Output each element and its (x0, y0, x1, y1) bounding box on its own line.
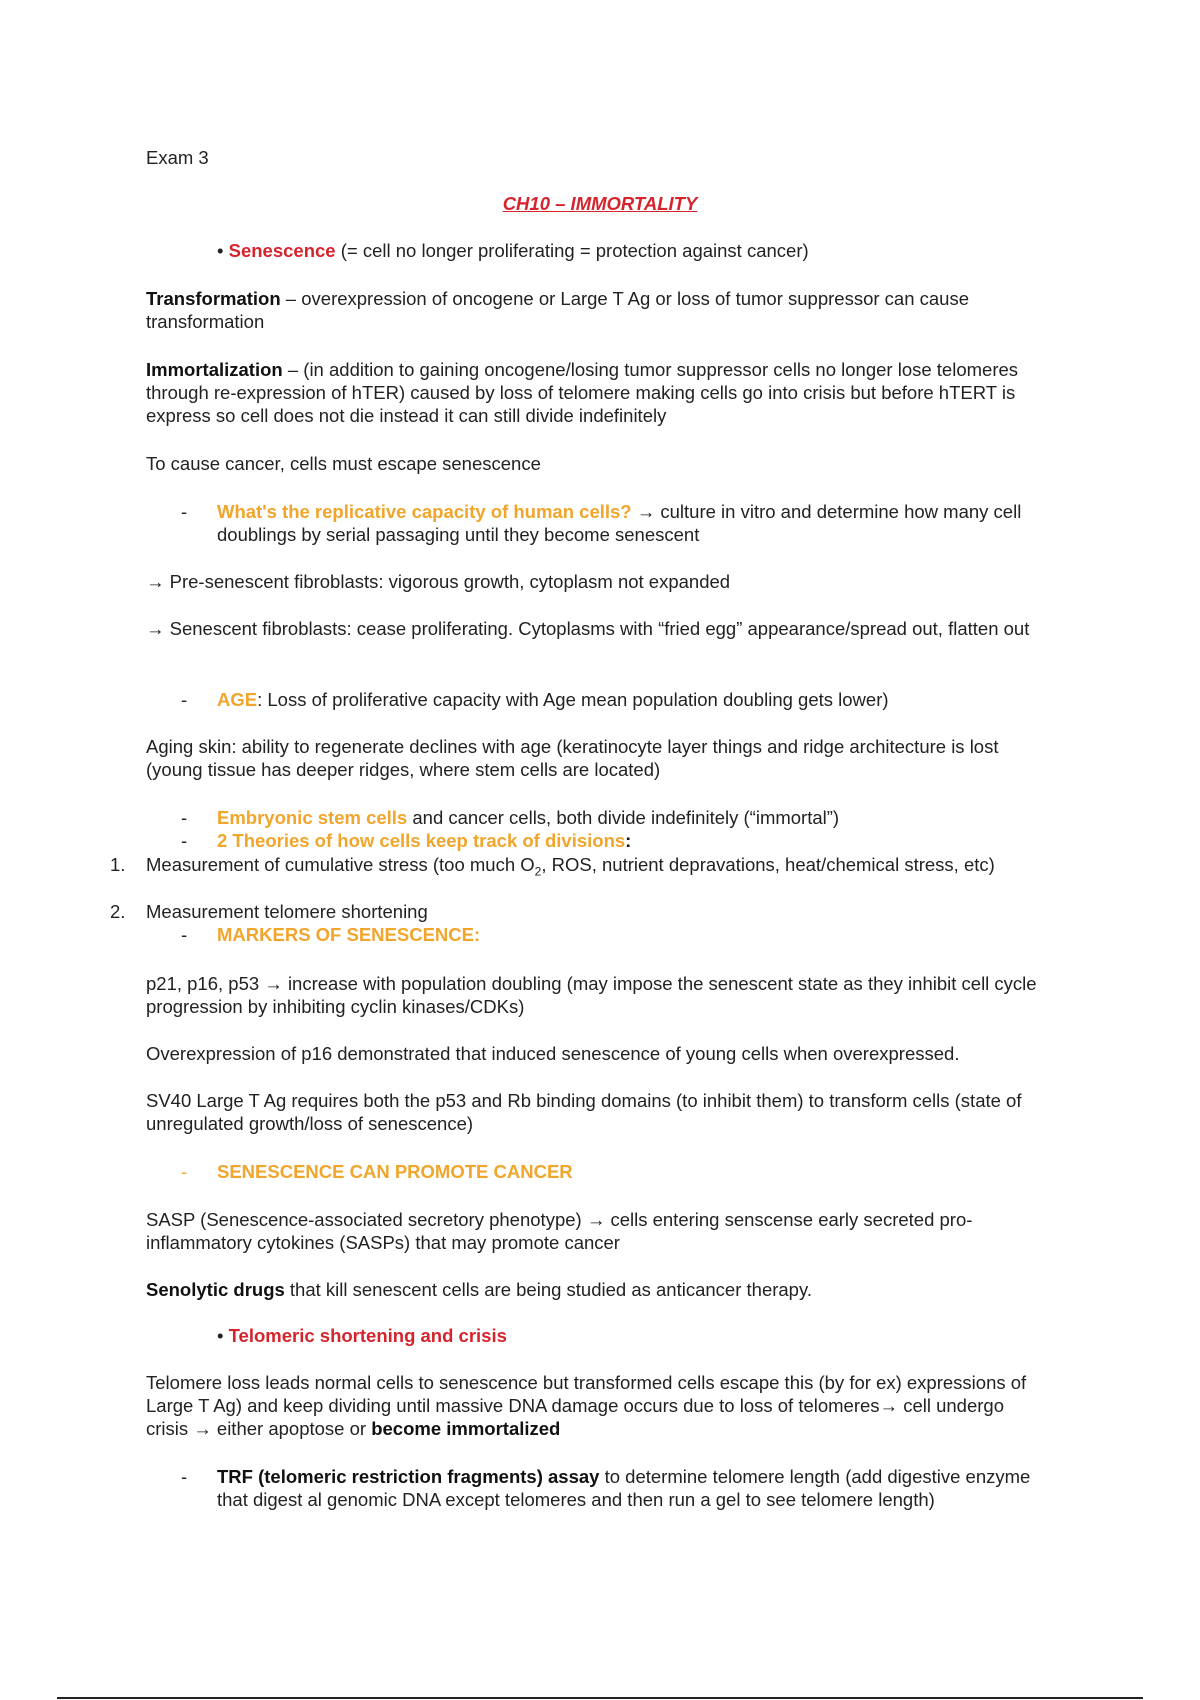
age-item (217, 688, 1047, 711)
page-bottom-rule (57, 1697, 1143, 1699)
age-description: : Loss of proliferative capacity with Age mean population doubling gets lower) (257, 689, 889, 710)
telomere-loss-bold: become immortalized (371, 1418, 561, 1439)
p16-overexpression-text: Overexpression of p16 demonstrated that induced senescence of young cells when overexpressed. (146, 1043, 960, 1064)
age-term: AGE (217, 689, 258, 710)
immortalization-paragraph (146, 358, 1046, 427)
dash-marker: - (181, 924, 188, 945)
dash-marker: - (181, 689, 188, 710)
theory-1-text-b: , ROS, nutrient depravations, heat/chemical stress, etc) (541, 854, 995, 875)
bullet-icon: • (217, 1325, 224, 1346)
markers-term: MARKERS OF SENESCENCE: (217, 924, 481, 945)
transformation-term: Transformation (146, 288, 281, 309)
exam-label: Exam 3 (146, 147, 209, 168)
dash-marker: - (181, 501, 188, 522)
list-number: 1. (110, 854, 126, 875)
immortalization-term: Immortalization (146, 359, 283, 380)
sv40-text: SV40 Large T Ag requires both the p53 and Rb binding domains (to inhibit them) to transform cells (state of unregulated growth/loss of senescence) (146, 1090, 1022, 1134)
replicative-question: What's the replicative capacity of human cells? (217, 501, 632, 522)
bullet-icon: • (217, 240, 224, 261)
list-number: 2. (110, 901, 126, 922)
transformation-paragraph (146, 287, 1046, 333)
theory-item-1 (146, 853, 1046, 879)
theories-colon: : (625, 830, 632, 851)
theory-1-text-a: Measurement of cumulative stress (too much O (146, 854, 535, 875)
dash-marker: - (181, 1161, 188, 1182)
embryonic-description: and cancer cells, both divide indefinitely (“immortal”) (407, 807, 840, 828)
p21-p16-p53-text: p21, p16, p53 → increase with population doubling (may impose the senescent state as they inhibit cell cycle progression by inhibiting cyclin kinases/CDKs) (146, 973, 1037, 1017)
dash-marker: - (181, 830, 188, 851)
dash-marker: - (181, 1466, 188, 1487)
telomere-loss-paragraph (146, 1371, 1046, 1440)
subscript-2: 2 (534, 864, 542, 879)
telomeric-bullet (217, 1324, 1117, 1347)
trf-term: TRF (telomeric restriction fragments) assay (217, 1466, 600, 1487)
embryonic-item (217, 806, 1047, 829)
senescence-term: Senescence (228, 240, 336, 261)
escape-senescence-text: To cause cancer, cells must escape senescence (146, 453, 541, 474)
senescent-fibroblasts-text: → Senescent fibroblasts: cease proliferating. Cytoplasms with “fried egg” appearance/spread out, flatten out (146, 618, 1030, 639)
theory-item-2: Measurement telomere shortening (146, 901, 428, 922)
senescence-bullet (217, 239, 1117, 262)
trf-description: to determine telomere length (add digestive enzyme that digest al genomic DNA except telomeres and then run a gel to see telomere length) (217, 1466, 1031, 1510)
transformation-definition: – overexpression of oncogene or Large T Ag or loss of tumor suppressor can cause transformation (146, 288, 969, 332)
senescence-definition: (= cell no longer proliferating = protection against cancer) (335, 240, 809, 261)
senolytic-paragraph (146, 1278, 1046, 1301)
telomeric-term: Telomeric shortening and crisis (228, 1325, 507, 1346)
theories-item (217, 829, 1047, 852)
sasp-text: SASP (Senescence-associated secretory phenotype) → cells entering senscense early secreted pro-inflammatory cytokines (SASPs) that may promote cancer (146, 1209, 973, 1253)
senolytic-description: that kill senescent cells are being studied as anticancer therapy. (284, 1279, 812, 1300)
trf-item (217, 1465, 1047, 1511)
replicative-answer: → culture in vitro and determine how many cell doublings by serial passaging until they become senescent (217, 501, 1022, 545)
theories-term: 2 Theories of how cells keep track of divisions (217, 830, 626, 851)
replicative-capacity-item (217, 500, 1047, 546)
embryonic-term: Embryonic stem cells (217, 807, 408, 828)
promote-cancer-term: SENESCENCE CAN PROMOTE CANCER (217, 1161, 573, 1182)
dash-marker: - (181, 807, 188, 828)
senolytic-term: Senolytic drugs (146, 1279, 285, 1300)
aging-skin-text: Aging skin: ability to regenerate declines with age (keratinocyte layer things and ridge architecture is lost (young tissue has deeper ridges, where stem cells are located) (146, 736, 999, 780)
immortalization-definition: – (in addition to gaining oncogene/losing tumor suppressor cells no longer lose telomeres through re-expression of hTER) caused by loss of telomere making cells go into crisis but before hTERT is express so cell does not die instead it can still divide indefinitely (146, 359, 1019, 426)
markers-heading (217, 923, 1047, 946)
page-title: CH10 – IMMORTALITY (502, 193, 698, 214)
promote-cancer-heading (217, 1160, 1047, 1183)
telomere-loss-text: Telomere loss leads normal cells to senescence but transformed cells escape this (by for ex) expressions of Large T Ag) and keep dividing until massive DNA damage occurs due to loss of telomeres→ cell undergo crisis → either apoptose or (146, 1372, 1027, 1439)
presenescent-text: → Pre-senescent fibroblasts: vigorous growth, cytoplasm not expanded (146, 571, 731, 592)
